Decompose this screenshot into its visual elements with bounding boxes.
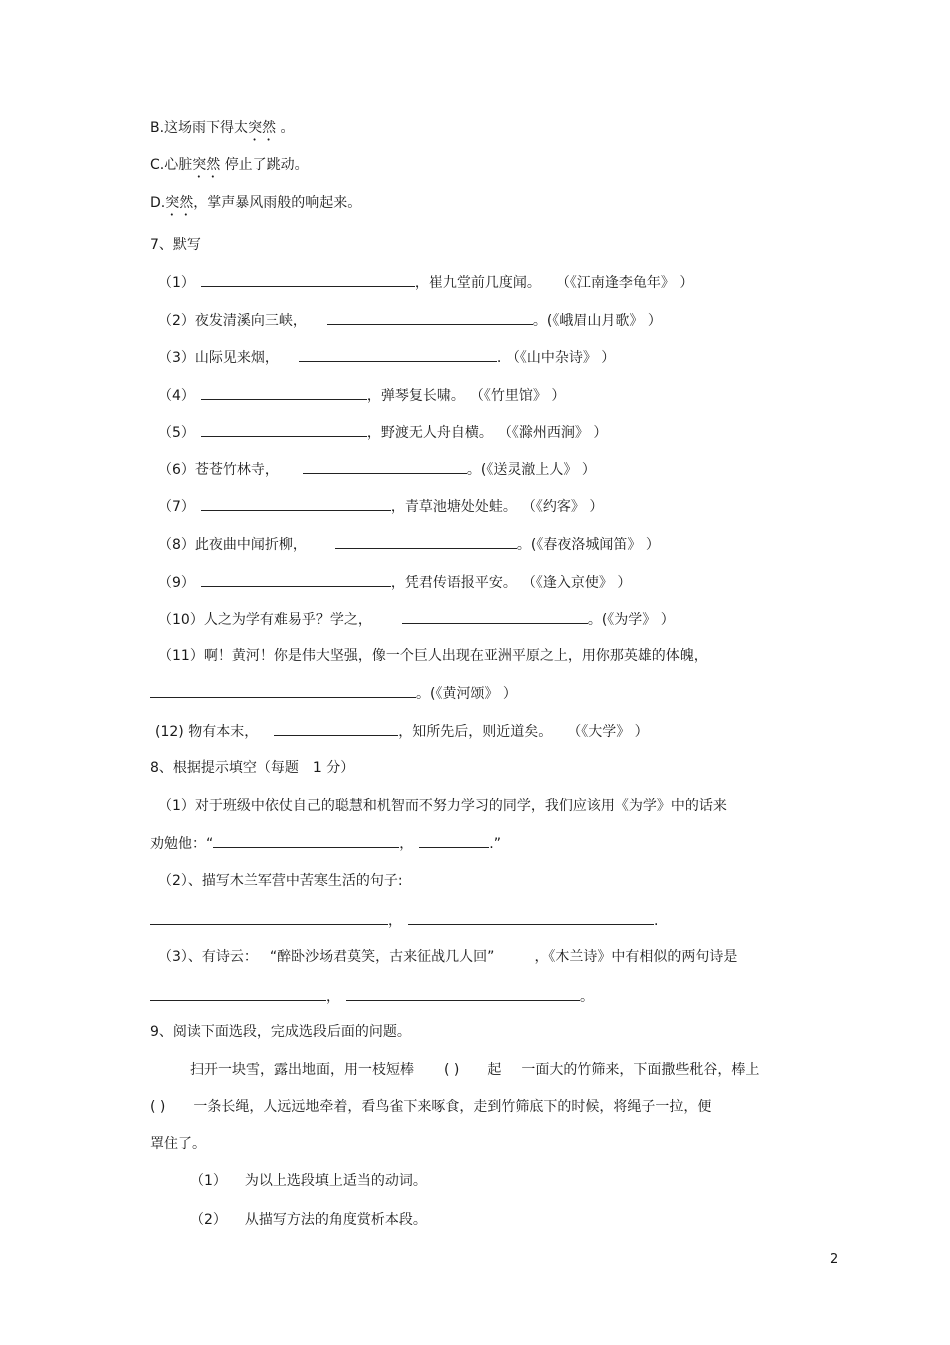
q7-line-2: （2）夜发清溪向三峡， 。(《峨眉山月歌》 ） (158, 310, 662, 331)
blank[interactable] (201, 496, 391, 511)
q8-p2-cont: ， . (150, 910, 658, 931)
option-b: B.这场雨下得太突然 。 (150, 120, 295, 136)
q7-line-9: （9） ，凭君传语报平安。 （《逢入京使》 ） (158, 572, 631, 593)
q8-p2: （2）、描写木兰军营中苦寒生活的句子: (158, 873, 403, 889)
blank[interactable] (402, 609, 588, 624)
q8-title: 8、根据提示填空（每题 1 分） (150, 760, 355, 776)
blank[interactable] (201, 385, 367, 400)
blank[interactable] (201, 572, 391, 587)
answer-blank[interactable]: ( ) (150, 1099, 166, 1115)
q7-line-3: （3）山际见来烟， . （《山中杂诗》 ） (158, 347, 615, 368)
q9-title: 9、阅读下面选段，完成选段后面的问题。 (150, 1024, 411, 1040)
q9-passage-line-2: ( ) 一条长绳，人远远地牵着，看鸟雀下来啄食，走到竹筛底下的时候，将绳子一拉，便 (150, 1099, 712, 1115)
q7-line-8: （8）此夜曲中闻折柳， 。(《春夜洛城闻笛》 ） (158, 534, 660, 555)
blank[interactable] (299, 347, 497, 362)
q7-line-7: （7） ，青草池塘处处蛙。 （《约客》 ） (158, 496, 603, 517)
blank[interactable] (150, 910, 388, 925)
q7-title: 7、默写 (150, 237, 201, 253)
q7-line-4: （4） ，弹琴复长啸。 （《竹里馆》 ） (158, 385, 565, 406)
q7-line-5: （5） ，野渡无人舟自横。 （《滁州西涧》 ） (158, 422, 607, 443)
q7-line-11: （11）啊！黄河！你是伟大坚强，像一个巨人出现在亚洲平原之上，用你那英雄的体魄， (158, 648, 708, 664)
option-c: C.心脏突然 停止了跳动。 (150, 157, 309, 173)
q7-line-12: (12) 物有本末， ，知所先后，则近道矣。 （《大学》 ） (155, 721, 649, 742)
answer-blank[interactable]: ( ) (444, 1062, 460, 1078)
q8-p3: （3）、有诗云： “醉卧沙场君莫笑，古来征战几人回” ，《木兰诗》中有相似的两句诗是 (158, 949, 738, 965)
q9-sub-1: （1） 为以上选段填上适当的动词。 (190, 1173, 427, 1189)
q9-passage-line-1: 扫开一块雪，露出地面，用一枝短棒 ( ) 起 一面大的竹筛来，下面撒些秕谷，棒上 (190, 1062, 760, 1078)
blank[interactable] (327, 310, 533, 325)
option-d: D.突然，掌声暴风雨般的响起来。 (150, 195, 362, 211)
blank[interactable] (419, 833, 489, 848)
blank[interactable] (274, 721, 398, 736)
q8-p1-cont: 劝勉他：“ ， .” (150, 833, 501, 854)
blank[interactable] (150, 683, 416, 698)
q7-line-11-cont: 。(《黄河颂》 ） (150, 683, 517, 704)
blank[interactable] (346, 986, 580, 1001)
blank[interactable] (408, 910, 654, 925)
q9-sub-2: （2） 从描写方法的角度赏析本段。 (190, 1212, 427, 1228)
blank[interactable] (201, 272, 415, 287)
q8-p3-cont: ， 。 (150, 986, 594, 1007)
q7-line-6: （6）苍苍竹林寺， 。(《送灵澈上人》 ） (158, 459, 596, 480)
page-number: 2 (830, 1252, 839, 1267)
blank[interactable] (150, 986, 326, 1001)
blank[interactable] (201, 422, 367, 437)
q9-passage-line-3: 罩住了。 (150, 1136, 206, 1152)
emphasized-word: 突然 (248, 120, 277, 136)
q7-line-1: （1） ，崔九堂前几度闻。 （《江南逢李龟年》 ） (158, 272, 693, 293)
q8-p1: （1）对于班级中依仗自己的聪慧和机智而不努力学习的同学，我们应该用《为学》中的话来 (158, 798, 727, 814)
q7-line-10: （10）人之为学有难易乎？学之， 。(《为学》 ） (158, 609, 675, 630)
emphasized-word: 突然 (165, 195, 194, 211)
blank[interactable] (303, 459, 467, 474)
blank[interactable] (213, 833, 399, 848)
blank[interactable] (335, 534, 517, 549)
emphasized-word: 突然 (192, 157, 221, 173)
